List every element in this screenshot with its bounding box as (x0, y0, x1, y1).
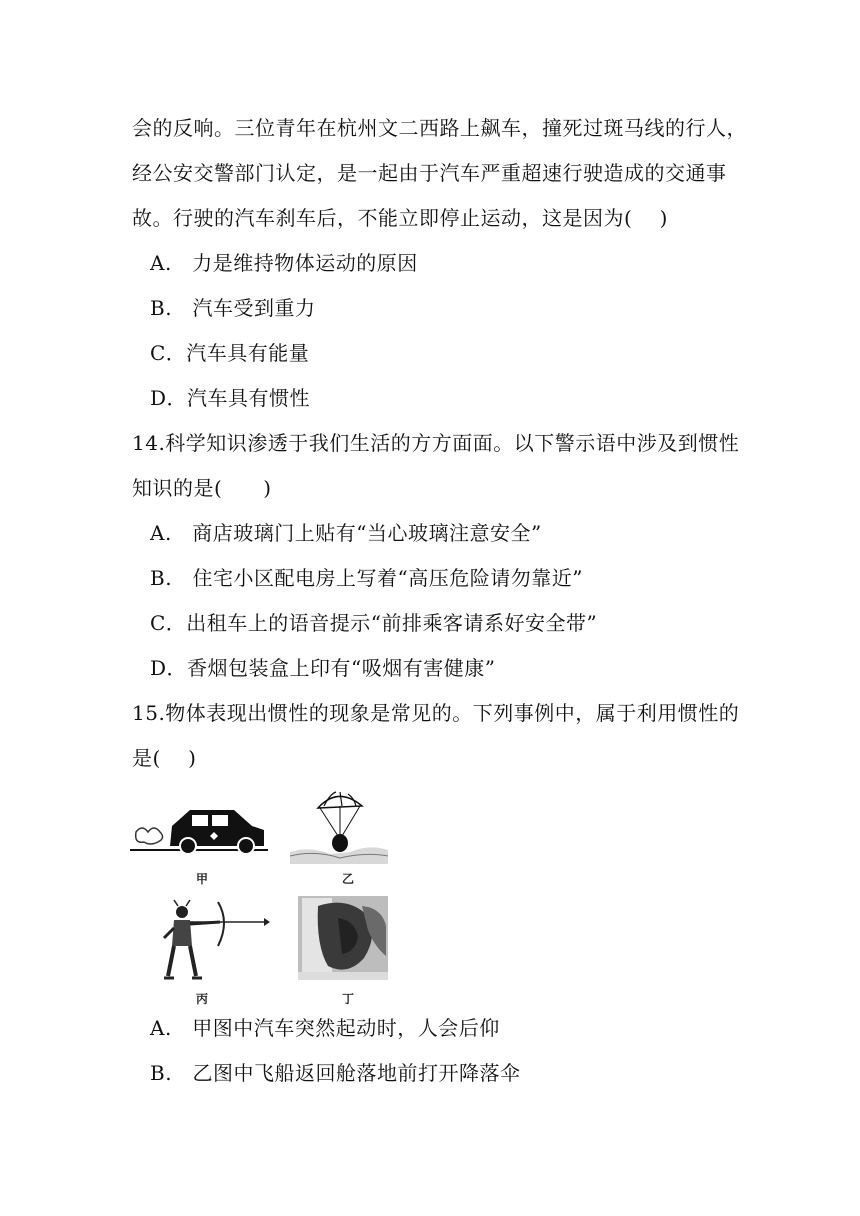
figure-caption-bing: 丙 (196, 992, 209, 1006)
q15-option-a: A. 甲图中汽车突然起动时，人会后仰 (150, 1016, 500, 1040)
q15-figures (130, 788, 400, 1008)
q14-option-d: D．香烟包装盒上印有“吸烟有害健康” (150, 656, 496, 680)
q15-option-b: B. 乙图中飞船返回舱落地前打开降落伞 (150, 1061, 521, 1085)
q13-option-c: C．汽车具有能量 (150, 341, 310, 365)
parachute-figure (290, 788, 388, 864)
q14-option-c: C．出租车上的语音提示“前排乘客请系好安全带” (150, 611, 598, 635)
figure-caption-jia: 甲 (196, 872, 209, 886)
q15-text-line-2: 是( ) (132, 746, 197, 770)
q14-text-line-2: 知识的是( ) (132, 476, 272, 500)
q15-text-line-1: 15.物体表现出惯性的现象是常见的。下列事例中，属于利用惯性的 (132, 701, 740, 725)
q13-text-line-1: 会的反响。三位青年在杭州文二西路上飙车，撞死过斑马线的行人， (132, 116, 747, 140)
q13-text-line-3: 故。行驶的汽车刹车后，不能立即停止运动，这是因为( ) (132, 206, 668, 230)
figure-caption-ding: 丁 (342, 992, 355, 1006)
q14-option-b: B. 住宅小区配电房上写着“高压危险请勿靠近” (150, 566, 584, 590)
photo-figure (298, 896, 388, 980)
q14-option-a: A. 商店玻璃门上贴有“当心玻璃注意安全” (150, 521, 542, 545)
q13-text-line-2: 经公安交警部门认定，是一起由于汽车严重超速行驶造成的交通事 (132, 161, 727, 185)
car-figure (130, 788, 270, 858)
q13-option-a: A. 力是维持物体运动的原因 (150, 251, 418, 275)
archer-figure (160, 898, 272, 984)
q13-option-b: B. 汽车受到重力 (150, 296, 316, 320)
figure-caption-yi: 乙 (342, 872, 355, 886)
q14-text-line-1: 14.科学知识渗透于我们生活的方方面面。以下警示语中涉及到惯性 (132, 431, 740, 455)
q13-option-d: D．汽车具有惯性 (150, 386, 311, 410)
